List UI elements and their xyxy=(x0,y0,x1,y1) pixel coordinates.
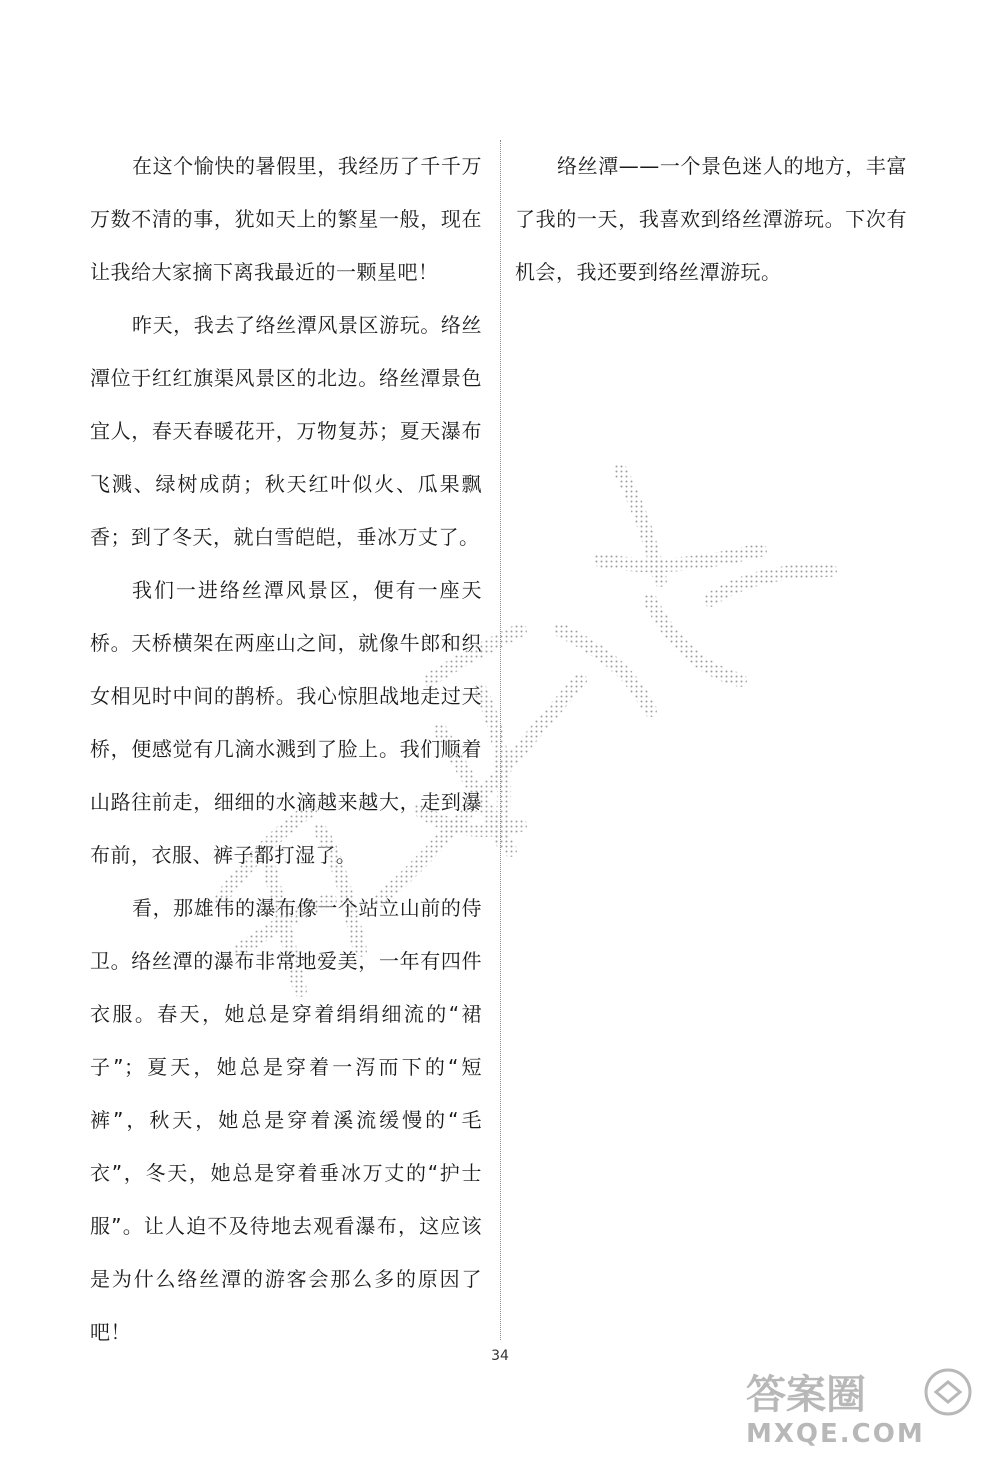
paragraph-1: 在这个愉快的暑假里，我经历了千千万万数不清的事，犹如天上的繁星一般，现在让我给大家摘下离我最近的一颗星吧！ xyxy=(90,154,482,284)
paragraph-4: 看，那雄伟的瀑布像一个站立山前的侍卫。络丝潭的瀑布非常地爱美，一年有四件衣服。春天，她总是穿着绢绢细流的“裙子”；夏天，她总是穿着一泻而下的“短裤”，秋天，她总是穿着溪流缓慢的“毛衣”，冬天，她总是穿着垂冰万丈的“护士服”。让人迫不及待地去观看瀑布，这应该是为什么络丝潭的游客会那么多的原因了吧！ xyxy=(90,896,482,1344)
page-number: 34 xyxy=(491,1348,509,1364)
logo-text: 答案圈 xyxy=(746,1372,866,1418)
logo-url: MXQE.COM xyxy=(746,1419,925,1449)
paragraph-5: 络丝潭——一个景色迷人的地方，丰富了我的一天，我喜欢到络丝潭游玩。下次有机会，我还要到络丝潭游玩。 xyxy=(515,154,907,284)
paragraph-2: 昨天，我去了络丝潭风景区游玩。络丝潭位于红红旗渠风景区的北边。络丝潭景色宜人，春天春暖花开，万物复苏；夏天瀑布飞溅、绿树成荫；秋天红叶似火、瓜果飘香；到了冬天，就白雪皑皑，垂冰万丈了。 xyxy=(90,313,482,549)
right-column xyxy=(515,140,907,299)
left-column xyxy=(90,140,482,1359)
column-divider xyxy=(500,140,501,1340)
site-logo xyxy=(726,1360,986,1450)
paragraph-3: 我们一进络丝潭风景区，便有一座天桥。天桥横架在两座山之间，就像牛郎和织女相见时中间的鹊桥。我心惊胆战地走过天桥，便感觉有几滴水溅到了脸上。我们顺着山路往前走，细细的水滴越来越大，走到瀑布前，衣服、裤子都打湿了。 xyxy=(90,578,482,867)
